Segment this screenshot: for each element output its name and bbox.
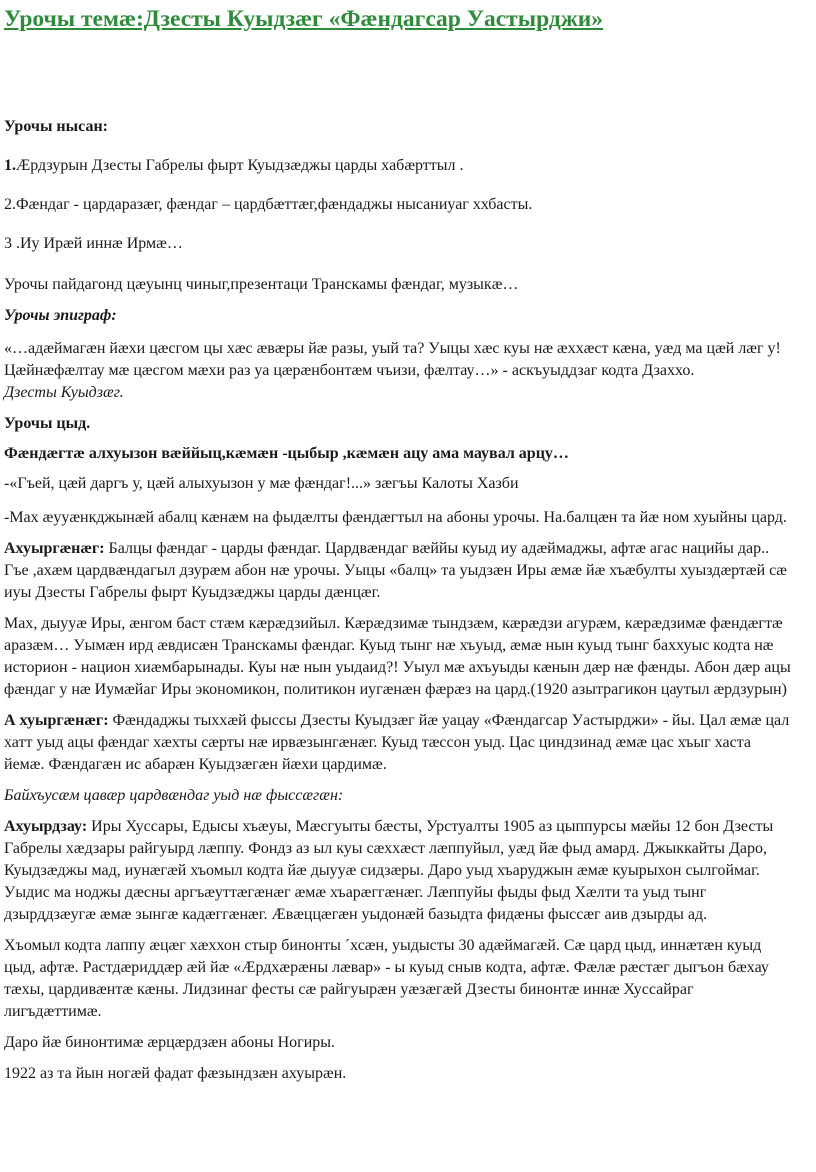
page-title: Урочы темæ:Дзесты Куыдзæг «Фæндагсар Уастырджи» bbox=[4, 6, 604, 32]
teacher-paragraph-1 bbox=[4, 538, 794, 604]
student-paragraph-3: Даро йæ бинонтимæ æрцæрдзæн абоны Ногиры. bbox=[4, 1034, 335, 1051]
teacher2-text: Фæндаджы тыххæй фыссы Дзесты Куыдзæг йæ уацау «Фæндагсар Уастырджи» - йы. Цал æмæ цал хатт уыд ацы фæндаг хæхты сæрты нæ ирвæзынгæнæг. Куыд тæссон уыд. Цас циндзинад æмæ цас хъыг хаста йемæ. Фæндагæн ис абарæн Куыдзæгæн йæхи цардимæ. bbox=[4, 712, 790, 773]
teacher2-paragraph bbox=[4, 710, 794, 776]
student-label: Ахуырдзау: bbox=[4, 818, 88, 835]
epigraph-quote: «…адæймагæн йæхи цæсгом цы хæс æвæры йæ разы, уый та? Уыцы хæс куы нæ æххæст кæна, уæд ма цæй лæг у! Цæйнæфæлтау мæ цæсгом мæхи раз уа цæрæнбонтæм чъизи, фæлтау…» - аскъуыддзаг кодта Дзаххо. bbox=[4, 340, 781, 379]
title-spacer bbox=[4, 34, 794, 108]
epigraph-text bbox=[4, 338, 794, 404]
goal-item-1 bbox=[4, 155, 794, 177]
teacher-paragraph-2: Мах, дыууæ Иры, æнгом баст стæм кæрæдзийыл. Кæрæдзимæ тындзæм, кæрæдзи агурæм, кæрæдзимæ фæндæгтæ аразæм… Уымæн ирд æвдисæн Транскамы фæндаг. Куыд тынг нæ хъуыд, æмæ нын куыд тынг баххуыс кодта нæ историон - национ хиæмбарынады. Куы нæ нын уыдаид?! Уыул мæ ахъуыды кæнын дæр нæ фæнды. Абон дæр ацы фæндаг у нæ Иумæйаг Иры экономикон, политикон иугæнæн фæрæз на цард.(1920 азытрагикон цаутыл æрдзурын) bbox=[4, 615, 791, 698]
teacher2-label: А хуыргæнæг: bbox=[4, 712, 109, 729]
student-text-1: Иры Хуссары, Едысы хъæуы, Мæсгуыты бæсты, Урстуалты 1905 аз цыппурсы мæйы 12 бон Дзесты Габрелы хæдзары райгуырд лæппу. Фондз аз ыл куы сæххæст лæппуйыл, уæд йæ фыд амард. Джыккайты Даро, Куыдзæджы мад, иунæгæй хъомыл кодта йæ дыууæ сидзæры. Даро уыд хъаруджын æмæ куырыхон сылгоймаг. Уыдис ма ноджы дæсны аргъæуттæгæнæг æмæ хъарæггæнæг. Лæппуйы фыды фыд Хæлти та уыд тынг дзырддзæугæ æмæ зынгæ кадæггæнæг. Æвæццæгæн уыдонæй базыдта фидæны фыссæг аив дзырды ад. bbox=[4, 818, 774, 923]
student-paragraph-4: 1922 аз та йын ногæй фадат фæзындзæн ахуырæн. bbox=[4, 1065, 347, 1082]
course-heading: Урочы цыд. bbox=[4, 415, 91, 432]
course-question: Фæндæгтæ алхуызон вæййыц,кæмæн -цыбыр ,кæмæн ацу ама маувал арцу… bbox=[4, 445, 569, 462]
course-quote: -«Гъей, цæй даргъ у, цæй алыхуызон у мæ фæндаг!...» зæгъы Калоты Хазби bbox=[4, 475, 519, 492]
course-task: -Мах æууæнкджынæй абалц кæнæм на фыдæлты фæндæгтыл на абоны урочы. На.балцæн та йæ ном хуыйны цард. bbox=[4, 509, 787, 526]
goal-item-2: 2.Фæндаг - цардаразæг, фæндаг – цардбæттæг,фæндаджы нысаниуаг ххбасты. bbox=[4, 196, 533, 213]
goal-heading: Урочы нысан: bbox=[4, 118, 108, 135]
goal-item-3: 3 .Иу Ирæй иннæ Ирмæ… bbox=[4, 235, 183, 252]
lesson-tools: Урочы пайдагонд цæуынц чиныг,презентаци Транскамы фæндаг, музыкæ… bbox=[4, 276, 519, 293]
student-paragraph-1 bbox=[4, 816, 794, 926]
epigraph-heading: Урочы эпиграф: bbox=[4, 307, 117, 324]
student-paragraph-2: Хъомыл кодта лаппу æцæг хæххон стыр бинонты ´хсæн, уыдысты 30 адæймагæй. Сæ цард цыд, иннæтæн куыд цыд, афтæ. Растдæриддæр æй йæ «Æрдхæрæны лæвар» - ы куыд сныв кодта, афтæ. Фæлæ рæстæг дыгъон бæхау тæхы, цардивæнтæ кæны. Лидзинаг фесты сæ райгуырæн уæзæгæй Дзесты бинонтæ иннæ Хуссайраг лигъдæттимæ. bbox=[4, 937, 769, 1020]
teacher-text-1: Балцы фæндаг - царды фæндаг. Цардвæндаг вæййы куыд иу адæймаджы, афтæ агас нацийы дар.. Гъе ,ахæм цардвæндагыл дзурæм абон нæ урочы. Уыцы «балц» та уыдзæн Иры æмæ йæ хъæбулты хуыздæртæй сæ иуы Дзесты Габрелы фырт Куыдзæджы царды дæнцæг. bbox=[4, 540, 787, 601]
epigraph-author: Дзесты Куыдзæг. bbox=[4, 384, 124, 401]
biography-intro: Байхъусæм цавæр цардвæндаг уыд нæ фыссæгæн: bbox=[4, 787, 344, 804]
goal-item-1-text: Æрдзурын Дзесты Габрелы фырт Куыдзæджы царды хабæрттыл . bbox=[16, 157, 464, 174]
teacher-label: Ахуыргæнæг: bbox=[4, 540, 105, 557]
goal-item-1-number: 1. bbox=[4, 157, 16, 174]
